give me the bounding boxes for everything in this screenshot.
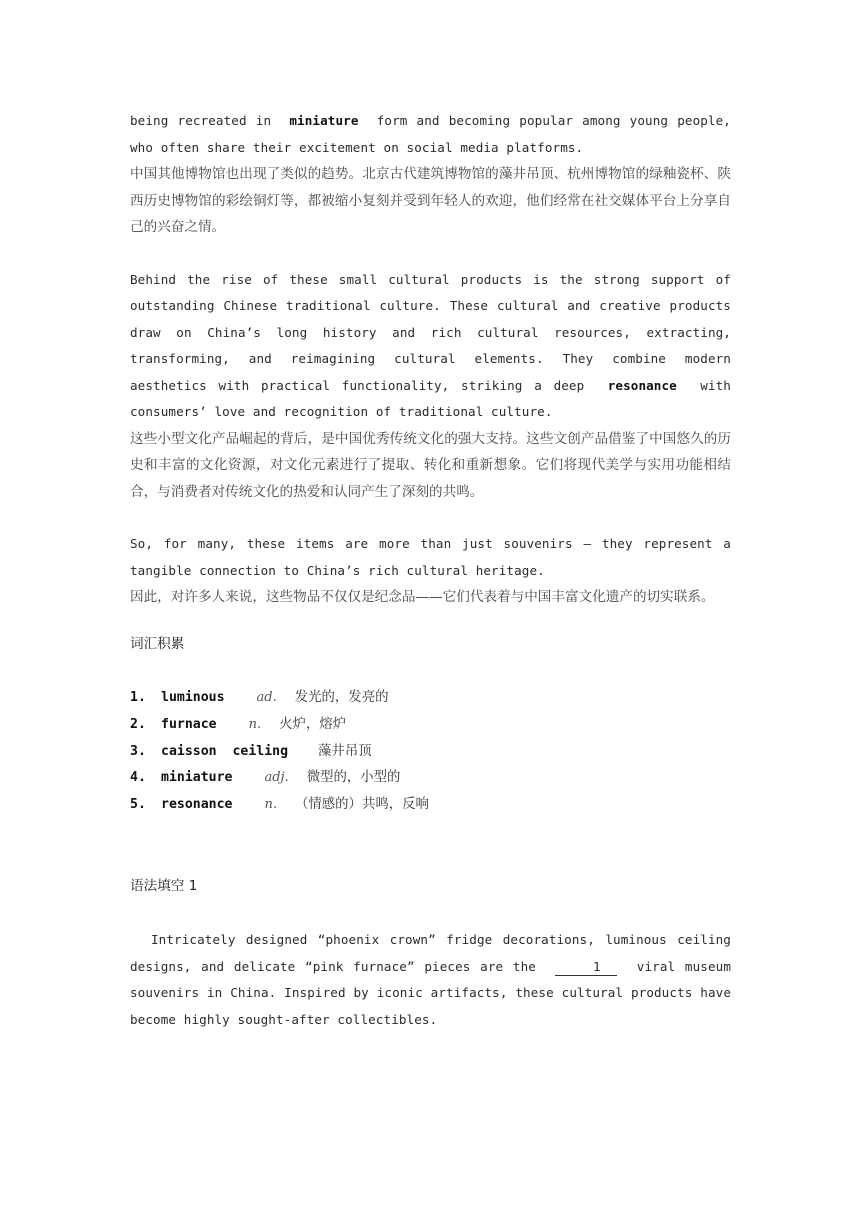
vocab-meaning: （情感的）共鸣，反响 [294,797,429,813]
vocab-number: 4. [130,770,146,786]
vocab-item [130,712,731,739]
vocab-word: resonance [161,797,233,813]
keyword-miniature: miniature [289,113,359,128]
text-run: viral museum souvenirs in China. Inspired by iconic artifacts, these cultural products have become highly sought-after collectibles. [130,958,732,1027]
passage-paragraph-1-zh: 这些小型文化产品崛起的背后，是中国优秀传统文化的强大支持。这些文创产品借鉴了中国悠久的历史和丰富的文化资源，对文化元素进行了提取、转化和重新想象。它们将现代美学与实用功能相结合，与消费者对传统文化的热爱和认同产生了深刻的共鸣。 [130,430,731,500]
vocab-meaning: 微型的，小型的 [306,770,401,786]
vocab-word: furnace [161,716,217,732]
vocab-word: luminous [161,690,225,705]
passage-paragraph-0-en [130,108,731,161]
vocab-item [130,765,731,792]
grammar-heading: 语法填空 1 [130,877,198,894]
vocab-item [130,739,731,766]
vocab-number: 2. [130,716,146,732]
vocab-list [130,685,731,819]
vocab-number: 1. [130,690,146,705]
vocab-part-of-speech: n. [264,797,277,813]
vocab-part-of-speech: ad. [256,690,277,705]
vocab-meaning: 发光的，发亮的 [294,690,389,705]
vocab-word: miniature [161,770,233,786]
text-run: form and becoming popular among young people, who often share their excitement on social media platforms. [130,113,731,155]
text-run: Behind the rise of these small cultural products is the strong support of outstanding Chinese traditional culture. These cultural and creative products draw on China’s long history and rich cultural resources, extracting, transforming, and reimagining cultural elements. They combine modern aesthetics with practical functionality, striking a deep [130,271,731,393]
passage-paragraph-2-zh: 因此，对许多人来说，这些物品不仅仅是纪念品——它们代表着与中国丰富文化遗产的切实联系。 [130,589,715,605]
vocab-meaning: 火炉，熔炉 [279,716,347,732]
vocab-part-of-speech: n. [248,716,262,732]
vocab-item [130,685,731,712]
vocab-word: caisson ceiling [161,743,289,759]
blank-input-1[interactable]: 1 [555,959,617,976]
vocab-heading: 词汇积累 [130,635,185,652]
vocab-meaning: 藻井吊顶 [318,743,372,759]
grammar-paragraph [130,927,731,1033]
keyword-resonance: resonance [607,377,677,393]
vocab-number: 3. [130,743,146,759]
vocab-number: 5. [130,797,146,813]
passage-paragraph-0-zh: 中国其他博物馆也出现了类似的趋势。北京古代建筑博物馆的藻井吊顶、杭州博物馆的绿釉瓷杯、陕西历史博物馆的彩绘铜灯等，都被缩小复刻并受到年轻人的欢迎，他们经常在社交媒体平台上分享自己的兴奋之情。 [130,166,731,235]
text-run: being recreated in [130,113,272,128]
text-run: with consumers’ love and recognition of traditional culture. [130,377,731,419]
vocab-item [130,792,731,819]
passage-paragraph-1-en [130,267,731,426]
vocab-part-of-speech: adj. [264,770,289,786]
passage-paragraph-2-en: So, for many, these items are more than just souvenirs — they represent a tangible connection to China’s rich cultural heritage. [130,536,731,578]
text-run: Intricately designed “phoenix crown” fridge decorations, luminous ceiling designs, and delicate “pink furnace” pieces are the [130,932,731,974]
document-body [130,108,731,1033]
